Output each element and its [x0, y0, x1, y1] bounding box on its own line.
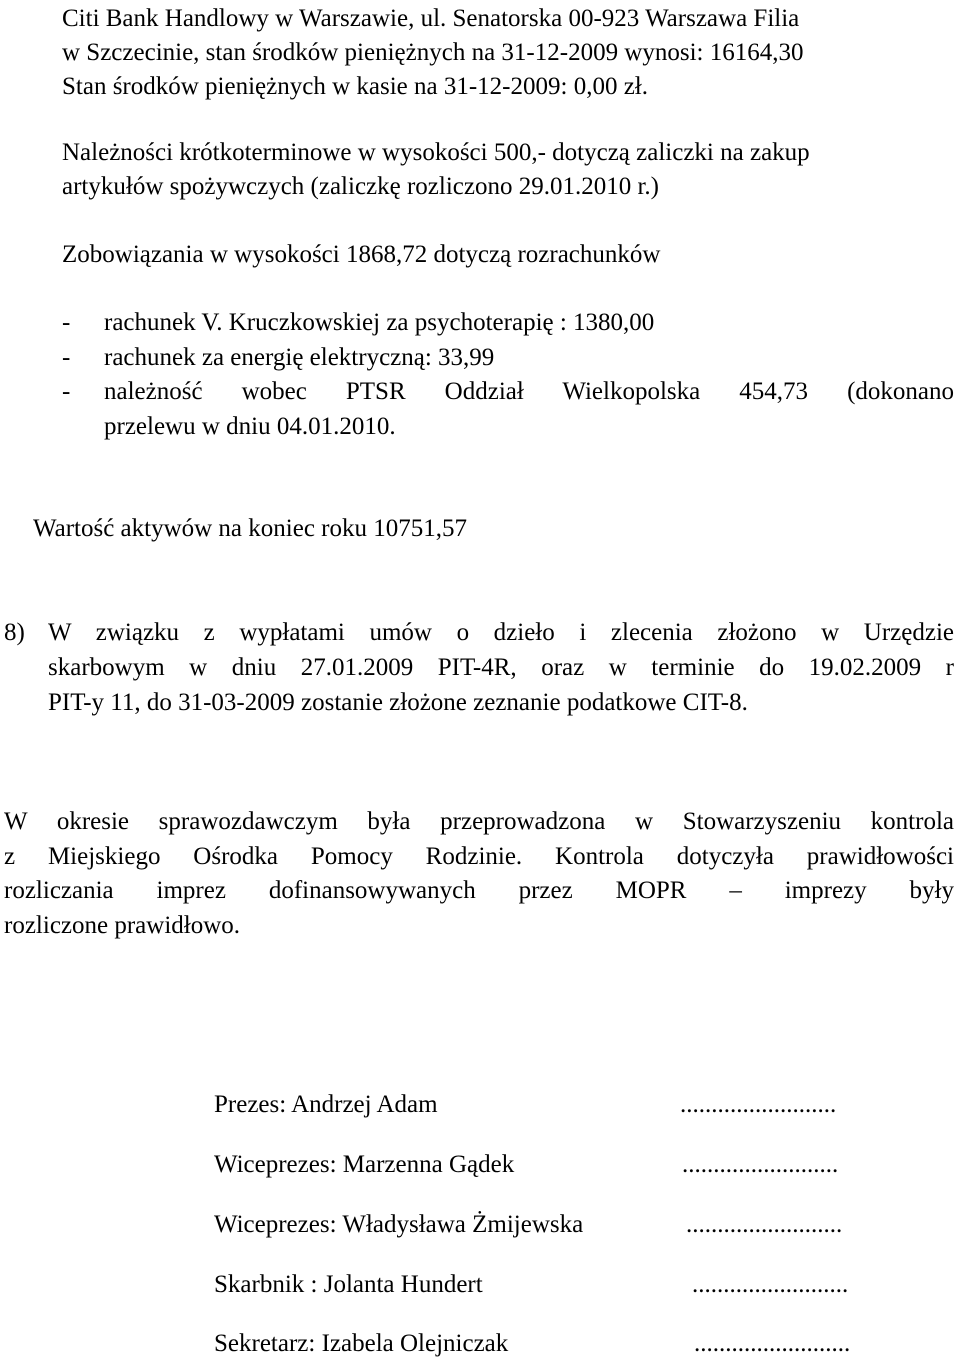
- word: imprezy: [784, 877, 867, 904]
- point-8-line-3: PIT-y 11, do 31-03-2009 zostanie złożone zeznanie podatkowe CIT-8.: [48, 689, 748, 716]
- liability-item-3-line-1: należność wobec PTSR Oddział Wielkopolska 454,73 (dokonano: [104, 378, 954, 405]
- liability-item-1: rachunek V. Kruczkowskiej za psychoterapię : 1380,00: [104, 309, 655, 336]
- signature-role-treasurer: Skarbnik : Jolanta Hundert: [214, 1271, 483, 1298]
- word: imprez: [156, 877, 226, 904]
- signature-line-secretary: .........................: [694, 1330, 851, 1357]
- signature-line-president: .........................: [680, 1091, 837, 1118]
- receivables-line-1: Należności krótkoterminowe w wysokości 500,- dotyczą zaliczki na zakup: [62, 139, 810, 166]
- list-dash: -: [62, 344, 71, 371]
- word: rozliczania: [4, 877, 114, 904]
- audit-line-2: z Miejskiego Ośrodka Pomocy Rodzinie. Kontrola dotyczyła prawidłowości: [4, 843, 954, 870]
- list-dash: -: [62, 378, 71, 405]
- point-8-number: 8): [4, 619, 25, 646]
- liability-item-2: rachunek za energię elektryczną: 33,99: [104, 344, 495, 371]
- word: MOPR: [615, 877, 687, 904]
- receivables-line-2: artykułów spożywczych (zaliczkę rozliczono 29.01.2010 r.): [62, 173, 660, 200]
- bank-account-line-1: Citi Bank Handlowy w Warszawie, ul. Senatorska 00-923 Warszawa Filia: [62, 5, 800, 32]
- point-8-line-1: W związku z wypłatami umów o dzieło i zlecenia złożono w Urzędzie: [48, 619, 954, 646]
- audit-line-3: [4, 874, 954, 908]
- cash-balance-line: Stan środków pieniężnych w kasie na 31-12-2009: 0,00 zł.: [62, 73, 648, 100]
- audit-line-1: W okresie sprawozdawczym była przeprowadzona w Stowarzyszeniu kontrola: [4, 808, 954, 835]
- signature-role-secretary: Sekretarz: Izabela Olejniczak: [214, 1330, 509, 1357]
- signature-role-vice-president-1: Wiceprezes: Marzenna Gądek: [214, 1151, 515, 1178]
- bank-account-line-2: w Szczecinie, stan środków pieniężnych na 31-12-2009 wynosi: 16164,30: [62, 39, 804, 66]
- liabilities-heading: Zobowiązania w wysokości 1868,72 dotyczą rozrachunków: [62, 241, 661, 268]
- list-dash: -: [62, 309, 71, 336]
- signature-role-vice-president-2: Wiceprezes: Władysława Żmijewska: [214, 1211, 584, 1238]
- signature-role-president: Prezes: Andrzej Adam: [214, 1091, 438, 1118]
- word: były: [909, 877, 954, 904]
- word: –: [729, 877, 742, 904]
- word: przez: [518, 877, 573, 904]
- assets-value: Wartość aktywów na koniec roku 10751,57: [33, 515, 467, 542]
- signature-line-vice-president-1: .........................: [682, 1151, 839, 1178]
- signature-line-vice-president-2: .........................: [686, 1211, 843, 1238]
- signature-line-treasurer: .........................: [692, 1271, 849, 1298]
- word: dofinansowywanych: [268, 877, 476, 904]
- audit-line-4: rozliczone prawidłowo.: [4, 912, 241, 939]
- liability-item-3-line-2: przelewu w dniu 04.01.2010.: [104, 413, 396, 440]
- point-8-line-2: skarbowym w dniu 27.01.2009 PIT-4R, oraz w terminie do 19.02.2009 r: [48, 654, 954, 681]
